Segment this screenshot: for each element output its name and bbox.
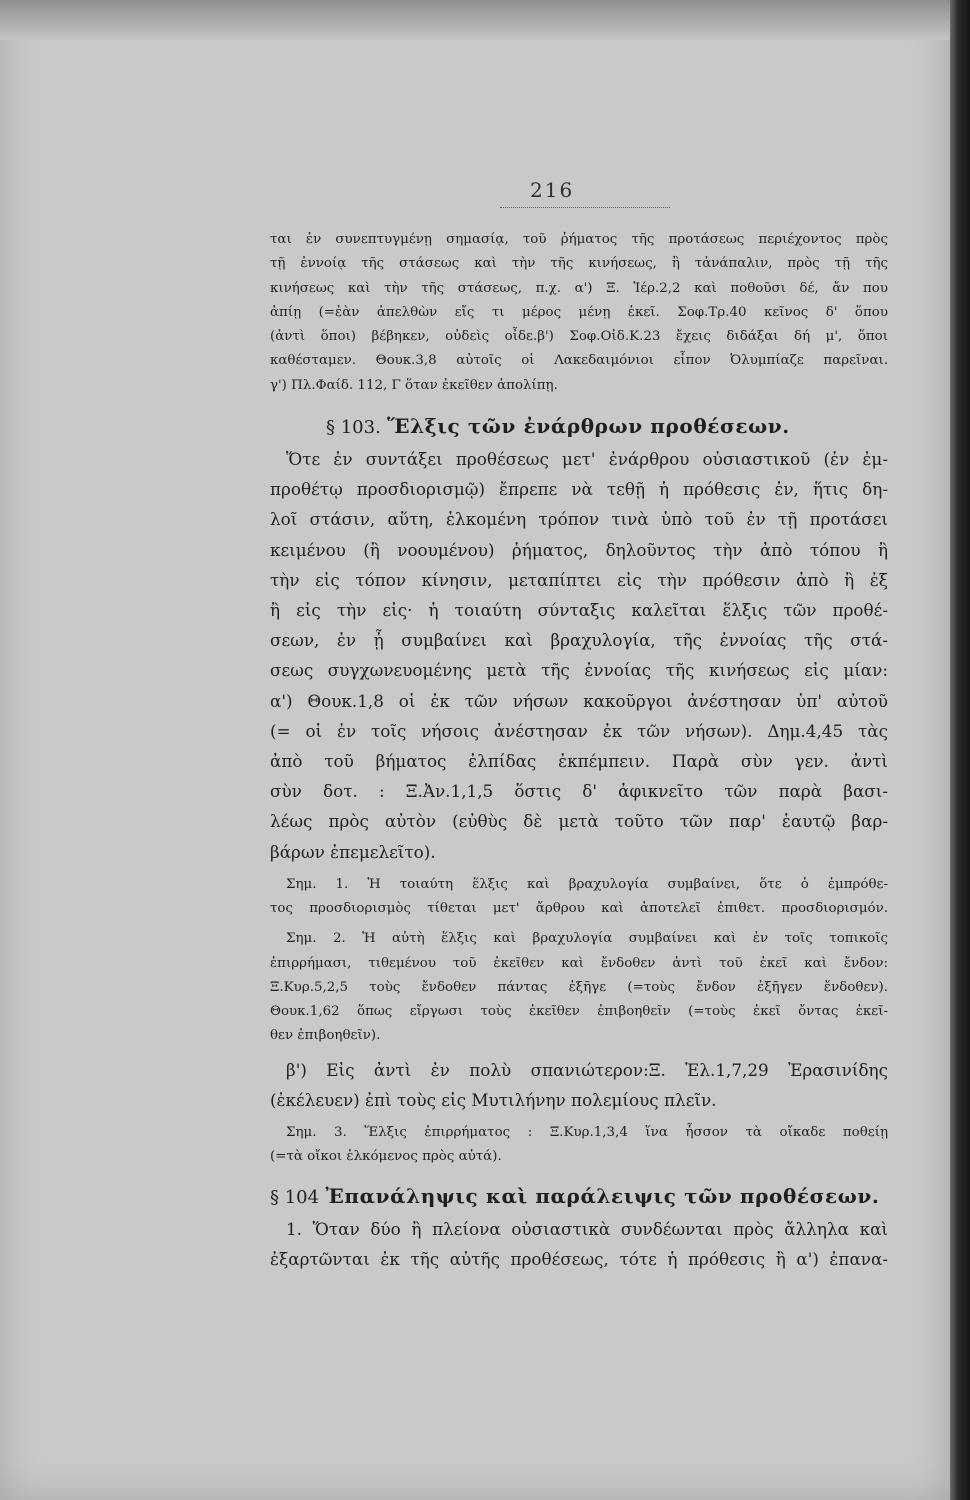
text-line: ἀπίῃ (=ἐὰν ἀπελθὼν εἴς τι μέρος μένῃ ἐκεῖ. Σοφ.Τρ.40 κεῖνος δ' ὅπου [270,304,888,320]
page-number-rule [500,207,670,208]
section-heading-103 [270,408,888,444]
paragraph-continued [270,228,888,398]
text-line: (= οἱ ἐν τοῖς νήσοις ἀνέστησαν ἐκ τῶν νήσων). Δημ.4,45 τὰς [270,720,888,741]
text-line: κινήσεως καὶ τὴν τῆς στάσεως, π.χ. α') Ξ. Ἱέρ.2,2 καὶ ποθοῦσι δέ, ἄν που [270,280,888,296]
text-line: (=τὰ οἴκοι ἑλκόμενος πρὸς αὐτά). [270,1149,502,1165]
text-line: λέως πρὸς αὐτὸν (εὐθὺς δὲ μετὰ τοῦτο τῶν παρ' ἑαυτῷ βαρ- [270,811,888,832]
body-text [270,228,888,1274]
text-line: ἀπὸ τοῦ βήματος ἐλπίδας ἐκπέμπειν. Παρὰ σὺν γεν. ἀντὶ [270,750,888,771]
text-line: σὺν δοτ. : Ξ.Ἀν.1,1,5 ὅστις δ' ἀφικνεῖτο τῶν παρὰ βασι- [270,781,888,802]
text-line: τος προσδιορισμὸς τίθεται μετ' ἄρθρου καὶ ἀποτελεῖ ἐπιθετ. προσδιορισμόν. [270,901,888,916]
text-line: Σημ. 1. Ἡ τοιαύτη ἕλξις καὶ βραχυλογία συμβαίνει, ὅτε ὁ ἐμπρόθε- [286,876,888,892]
text-line: Θουκ.1,62 ὅπως εἴργωσι τοὺς ἐκεῖθεν ἐπιβοηθεῖν (=τοὺς ἐκεῖ ὄντας ἐκεῖ- [270,1004,888,1020]
text-line: ἐξαρτῶνται ἐκ τῆς αὐτῆς προθέσεως, τότε ἡ πρόθεσις ἢ α') ἐπανα- [270,1248,888,1269]
text-line: Ξ.Κυρ.5,2,5 τοὺς ἔνδοθεν πάντας ἐξῆγε (=τοὺς ἔνδον ἐξῆγεν ἔνδοθεν). [270,979,888,995]
page-binding-edge [950,0,970,1500]
text-line: προθέτῳ προσδιορισμῷ) ἔπρεπε νὰ τεθῇ ἡ πρόθεσις ἐν, ἥτις δη- [270,479,888,500]
text-line: (ἀντὶ ὅποι) βέβηκεν, οὐδεὶς οἶδε.β') Σοφ.Οἰδ.Κ.23 ἔχεις διδάξαι δή μ', ὅποι [270,329,888,345]
text-line: σεως συγχωνευομένης μετὰ τῆς ἐννοίας τῆς κινήσεως εἰς μίαν: [270,660,888,681]
text-line: ται ἐν συνεπτυγμένῃ σημασίᾳ, τοῦ ῥήματος τῆς προτάσεως περιέχοντος πρὸς [270,232,888,247]
paragraph-beta [270,1055,888,1115]
text-line: β') Εἰς ἀντὶ ἐν πολὺ σπανιώτερον:Ξ. Ἑλ.1,7,29 Ἐρασινίδης [286,1059,888,1080]
text-line: ἢ εἰς τὴν εἰς· ἡ τοιαύτη σύνταξις καλεῖται ἕλξις τῶν προθέ- [270,600,888,621]
paragraph-104 [270,1214,888,1274]
paragraph-103 [270,444,888,867]
note-3 [270,1121,888,1170]
section-heading-104 [270,1178,888,1214]
text-line: βάρων ἐπεμελεῖτο). [270,841,436,862]
text-line: Σημ. 3. Ἕλξις ἐπιρρήματος : Ξ.Κυρ.1,3,4 ἵνα ἧσσον τὰ οἴκαδε ποθείῃ [286,1125,888,1141]
section-title: Ἐπανάληψις καὶ παράλειψις τῶν προθέσεων. [325,1183,880,1208]
text-line: (ἐκέλευεν) ἐπὶ τοὺς εἰς Μυτιλήνην πολεμίους πλεῖν. [270,1089,717,1110]
page-top-shadow [0,0,950,40]
text-line: 1. Ὅταν δύο ἢ πλείονα οὐσιαστικὰ συνδέωνται πρὸς ἄλληλα καὶ [286,1218,888,1239]
note-1 [270,873,888,922]
text-line: τὴν εἰς τόπον κίνησιν, μεταπίπτει εἰς τὴν πρόθεσιν ἀπὸ ἢ ἐξ [270,569,888,590]
text-line: τῇ ἐννοίᾳ τῆς στάσεως καὶ τὴν τῆς κινήσεως, ἢ τἀνάπαλιν, πρὸς τῇ τῆς [270,256,888,272]
text-line: σεων, ἐν ᾗ συμβαίνει καὶ βραχυλογία, τῆς ἐννοίας τῆς στά- [270,630,888,651]
section-number: § 104 [270,1186,320,1208]
text-line: θεν ἐπιβοηθεῖν). [270,1028,381,1044]
section-number: § 103. [326,417,381,439]
text-line: α') Θουκ.1,8 οἱ ἐκ τῶν νήσων κακοῦργοι ἀνέστησαν ὑπ' αὐτοῦ [270,690,888,711]
text-line: γ') Πλ.Φαίδ. 112, Γ ὅταν ἐκεῖθεν ἀπολίπῃ. [270,377,558,393]
page-number: 216 [530,178,575,202]
text-line: Ὅτε ἐν συντάξει προθέσεως μετ' ἐνάρθρου οὐσιαστικοῦ (ἐν ἐμ- [286,449,888,470]
section-title: Ἕλξις τῶν ἐνάρθρων προθέσεων. [387,414,790,439]
text-line: ἐπιρρήμασι, τιθεμένου τοῦ ἐκεῖθεν καὶ ἔνδοθεν ἀντὶ τοῦ ἐκεῖ καὶ ἔνδον: [270,955,888,971]
text-line: Σημ. 2. Ἡ αὐτὴ ἕλξις καὶ βραχυλογία συμβαίνει καὶ ἐν τοῖς τοπικοῖς [286,931,888,947]
note-2 [270,927,888,1048]
text-line: καθέσταμεν. Θουκ.3,8 αὐτοῖς οἱ Λακεδαιμόνιοι εἶπον Ὀλυμπίαζε παρεῖναι. [270,353,888,369]
text-line: λοῖ στάσιν, αὕτη, ἑλκομένη τρόπον τινὰ ὑπὸ τοῦ ἐν τῇ προτάσει [270,509,888,530]
text-line: κειμένου (ἢ νοουμένου) ῥήματος, δηλοῦντος τὴν ἀπὸ τόπου ἢ [270,539,888,560]
